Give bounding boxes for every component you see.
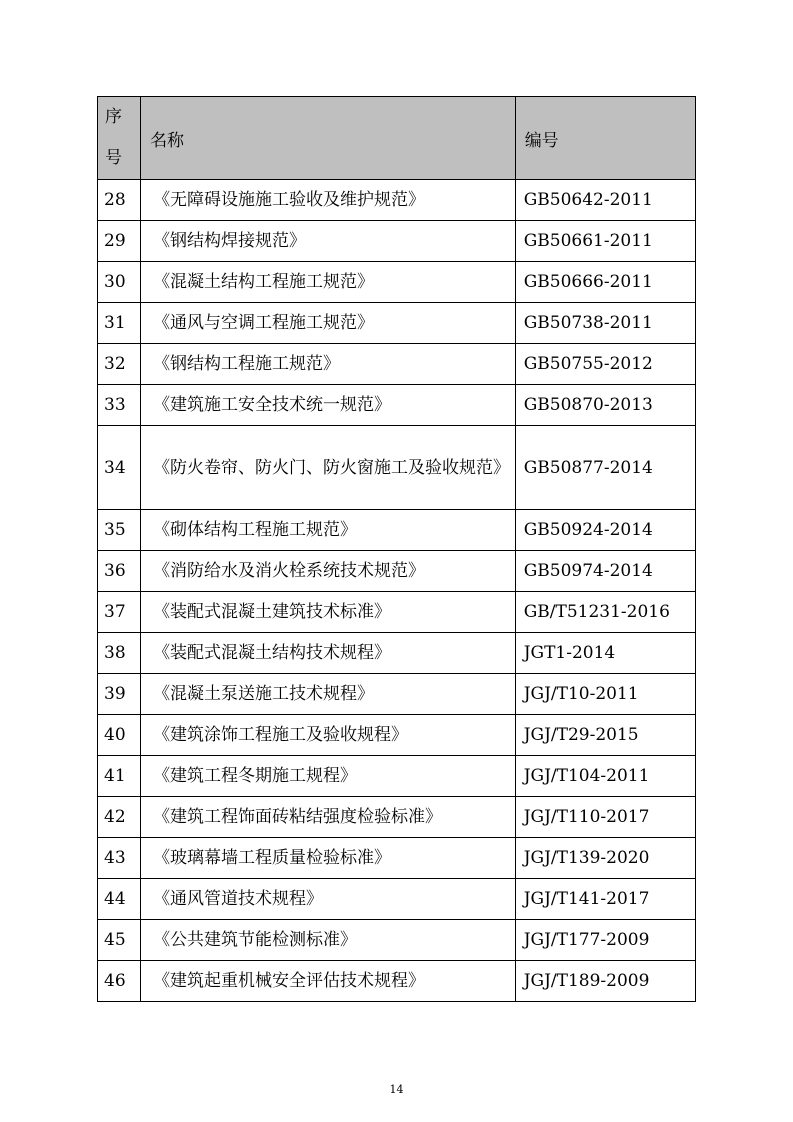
row-number: 45 xyxy=(98,920,141,961)
row-number: 41 xyxy=(98,756,141,797)
row-name: 《消防给水及消火栓系统技术规范》 xyxy=(141,551,516,592)
table-row xyxy=(98,756,696,797)
row-code: GB50755-2012 xyxy=(515,344,695,385)
row-code: JGT1-2014 xyxy=(515,633,695,674)
table-row xyxy=(98,797,696,838)
row-number: 33 xyxy=(98,385,141,426)
table-row xyxy=(98,879,696,920)
table-row xyxy=(98,715,696,756)
row-name: 《建筑工程饰面砖粘结强度检验标准》 xyxy=(141,797,516,838)
row-code: JGJ/T141-2017 xyxy=(515,879,695,920)
standards-table xyxy=(97,96,696,1002)
table-row xyxy=(98,180,696,221)
table-row xyxy=(98,385,696,426)
row-code: GB50974-2014 xyxy=(515,551,695,592)
table-row xyxy=(98,510,696,551)
table-row xyxy=(98,426,696,510)
table-row xyxy=(98,961,696,1002)
row-number: 37 xyxy=(98,592,141,633)
row-number: 31 xyxy=(98,303,141,344)
row-name: 《混凝土泵送施工技术规程》 xyxy=(141,674,516,715)
row-number: 38 xyxy=(98,633,141,674)
row-code: GB/T51231-2016 xyxy=(515,592,695,633)
row-code: JGJ/T10-2011 xyxy=(515,674,695,715)
row-name: 《建筑施工安全技术统一规范》 xyxy=(141,385,516,426)
header-code: 编号 xyxy=(515,97,695,180)
table-row xyxy=(98,551,696,592)
row-number: 36 xyxy=(98,551,141,592)
table-body xyxy=(98,180,696,1002)
row-number: 30 xyxy=(98,262,141,303)
row-number: 43 xyxy=(98,838,141,879)
row-code: JGJ/T189-2009 xyxy=(515,961,695,1002)
row-code: GB50877-2014 xyxy=(515,426,695,510)
row-code: JGJ/T29-2015 xyxy=(515,715,695,756)
row-code: GB50924-2014 xyxy=(515,510,695,551)
row-name: 《建筑起重机械安全评估技术规程》 xyxy=(141,961,516,1002)
row-name: 《钢结构焊接规范》 xyxy=(141,221,516,262)
row-name: 《通风与空调工程施工规范》 xyxy=(141,303,516,344)
row-name: 《防火卷帘、防火门、防火窗施工及验收规范》 xyxy=(141,426,516,510)
row-code: GB50642-2011 xyxy=(515,180,695,221)
row-number: 29 xyxy=(98,221,141,262)
row-number: 32 xyxy=(98,344,141,385)
table-header-row xyxy=(98,97,696,180)
row-code: JGJ/T104-2011 xyxy=(515,756,695,797)
header-name: 名称 xyxy=(141,97,516,180)
row-number: 42 xyxy=(98,797,141,838)
table-row xyxy=(98,633,696,674)
row-code: GB50661-2011 xyxy=(515,221,695,262)
page-number: 14 xyxy=(389,1083,404,1096)
row-name: 《装配式混凝土建筑技术标准》 xyxy=(141,592,516,633)
table-row xyxy=(98,221,696,262)
row-code: GB50738-2011 xyxy=(515,303,695,344)
row-name: 《无障碍设施施工验收及维护规范》 xyxy=(141,180,516,221)
row-name: 《建筑工程冬期施工规程》 xyxy=(141,756,516,797)
table-row xyxy=(98,592,696,633)
table-row xyxy=(98,838,696,879)
row-name: 《砌体结构工程施工规范》 xyxy=(141,510,516,551)
table-row xyxy=(98,674,696,715)
table-row xyxy=(98,920,696,961)
header-number: 序号 xyxy=(98,97,141,180)
row-name: 《通风管道技术规程》 xyxy=(141,879,516,920)
row-code: GB50666-2011 xyxy=(515,262,695,303)
row-name: 《玻璃幕墙工程质量检验标准》 xyxy=(141,838,516,879)
table-row xyxy=(98,303,696,344)
row-number: 35 xyxy=(98,510,141,551)
row-name: 《建筑涂饰工程施工及验收规程》 xyxy=(141,715,516,756)
row-code: JGJ/T110-2017 xyxy=(515,797,695,838)
row-name: 《钢结构工程施工规范》 xyxy=(141,344,516,385)
row-number: 34 xyxy=(98,426,141,510)
row-number: 44 xyxy=(98,879,141,920)
row-number: 28 xyxy=(98,180,141,221)
row-name: 《公共建筑节能检测标准》 xyxy=(141,920,516,961)
row-name: 《装配式混凝土结构技术规程》 xyxy=(141,633,516,674)
row-code: JGJ/T177-2009 xyxy=(515,920,695,961)
row-name: 《混凝土结构工程施工规范》 xyxy=(141,262,516,303)
table-row xyxy=(98,344,696,385)
row-number: 39 xyxy=(98,674,141,715)
row-number: 40 xyxy=(98,715,141,756)
row-number: 46 xyxy=(98,961,141,1002)
table-row xyxy=(98,262,696,303)
row-code: JGJ/T139-2020 xyxy=(515,838,695,879)
row-code: GB50870-2013 xyxy=(515,385,695,426)
